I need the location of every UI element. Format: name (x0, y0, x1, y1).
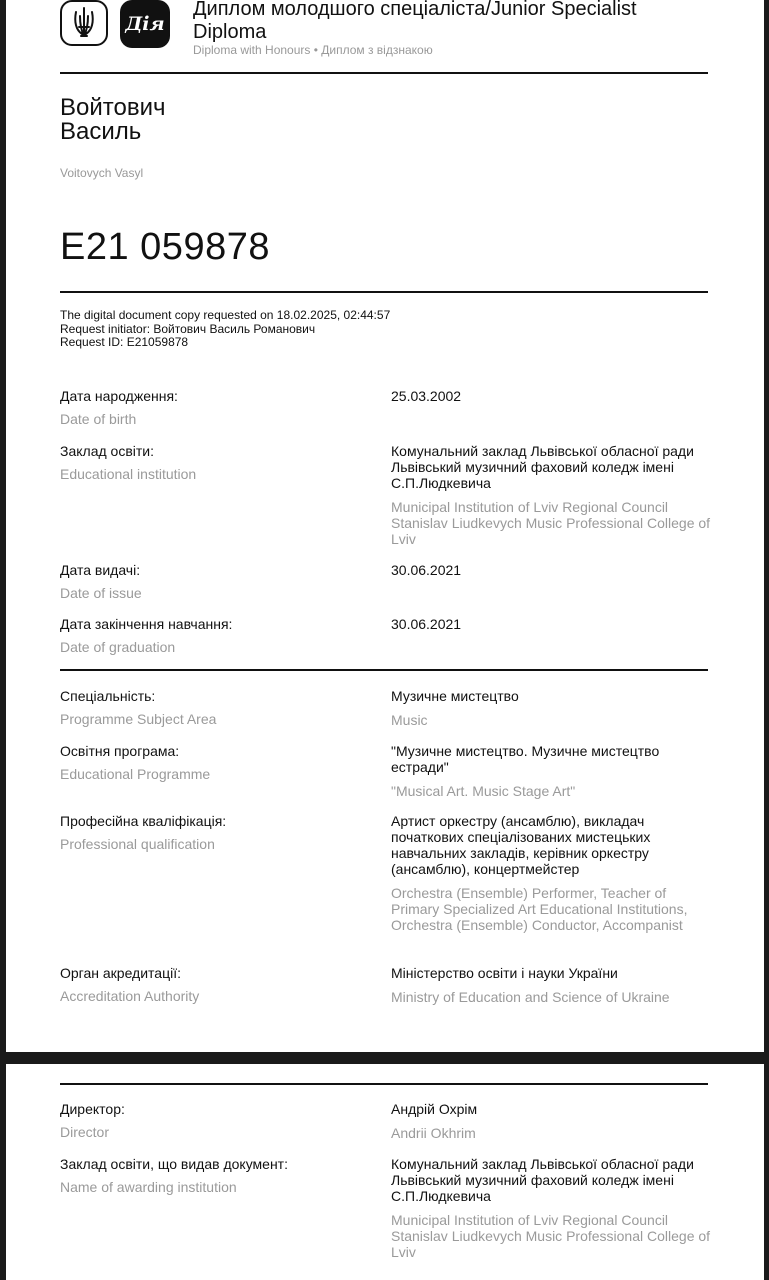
field-value: Андрій Охрім (391, 1101, 478, 1117)
document-page-2 (6, 1064, 764, 1280)
field-label: Дата народження: (60, 388, 178, 404)
divider (60, 669, 708, 671)
holder-given-name: Василь (60, 118, 142, 145)
field-value-en: Orchestra (Ensemble) Performer, Teacher of Primary Specialized Art Educational Institutions, Orchestra (Ensemble) Conductor, Accompanist (391, 885, 688, 933)
field-value: 30.06.2021 (391, 616, 462, 632)
field-value: Комунальний заклад Львівської обласної ради Львівський музичний фаховий коледж імені С.П.Людкевича (391, 1156, 694, 1204)
field-label-en: Educational Programme (60, 766, 211, 782)
field-value: "Музичне мистецтво. Музичне мистецтво естради" (391, 743, 660, 775)
field-label: Директор: (60, 1101, 125, 1117)
request-id: Request ID: E21059878 (60, 335, 189, 349)
field-label-en: Date of graduation (60, 639, 176, 655)
divider (60, 291, 708, 293)
field-label: Дата закінчення навчання: (60, 616, 233, 632)
document-page-1 (6, 0, 764, 1052)
holder-name-en: Voitovych Vasyl (60, 166, 144, 180)
field-value-en: Andrii Okhrim (391, 1125, 476, 1141)
document-number: E21 059878 (60, 226, 270, 268)
trident-icon (60, 0, 108, 46)
field-value-en: "Musical Art. Music Stage Art" (391, 783, 576, 799)
field-label-en: Accreditation Authority (60, 988, 200, 1004)
field-label-en: Programme Subject Area (60, 711, 217, 727)
field-value: 30.06.2021 (391, 562, 462, 578)
field-label: Орган акредитації: (60, 965, 181, 981)
field-value: Музичне мистецтво (391, 688, 519, 704)
field-value: Комунальний заклад Львівської обласної ради Львівський музичний фаховий коледж імені С.П.Людкевича (391, 443, 694, 491)
request-info (60, 309, 390, 350)
field-label: Дата видачі: (60, 562, 141, 578)
field-value-en: Ministry of Education and Science of Ukraine (391, 989, 670, 1005)
field-value-en: Music (391, 712, 428, 728)
divider (60, 72, 708, 74)
diia-logo: Дія (120, 0, 170, 48)
field-label-en: Educational institution (60, 466, 197, 482)
request-date: The digital document copy requested on 18.02.2025, 02:44:57 (60, 308, 391, 322)
document-subtitle: Diploma with Honours • Диплом з відзнакою (193, 43, 433, 57)
field-label-en: Director (60, 1124, 110, 1140)
field-label-en: Name of awarding institution (60, 1179, 237, 1195)
field-label-en: Date of issue (60, 585, 142, 601)
field-label-en: Professional qualification (60, 836, 215, 852)
field-label-en: Date of birth (60, 411, 137, 427)
document-header (60, 0, 708, 74)
field-value: Артист оркестру (ансамблю), викладач початкових спеціалізованих мистецьких навчальних закладів, керівник оркестру (ансамблю), концертмейстер (391, 813, 651, 877)
field-value: 25.03.2002 (391, 388, 462, 404)
field-label: Заклад освіти, що видав документ: (60, 1156, 288, 1172)
holder-surname: Войтович (60, 94, 166, 121)
field-label: Освітня програма: (60, 743, 180, 759)
field-label: Професійна кваліфікація: (60, 813, 227, 829)
field-label: Заклад освіти: (60, 443, 154, 459)
request-initiator: Request initiator: Войтович Василь Романович (60, 321, 316, 336)
field-value: Міністерство освіти і науки України (391, 965, 618, 981)
divider (60, 1083, 708, 1085)
holder-name (60, 96, 166, 144)
document-title: Диплом молодшого спеціаліста/Junior Specialist Diploma (193, 0, 637, 43)
field-value-en: Municipal Institution of Lviv Regional Council Stanislav Liudkevych Music Professional College of Lviv (391, 1212, 711, 1260)
field-label: Спеціальність: (60, 688, 156, 704)
field-value-en: Municipal Institution of Lviv Regional Council Stanislav Liudkevych Music Professional College of Lviv (391, 499, 711, 547)
